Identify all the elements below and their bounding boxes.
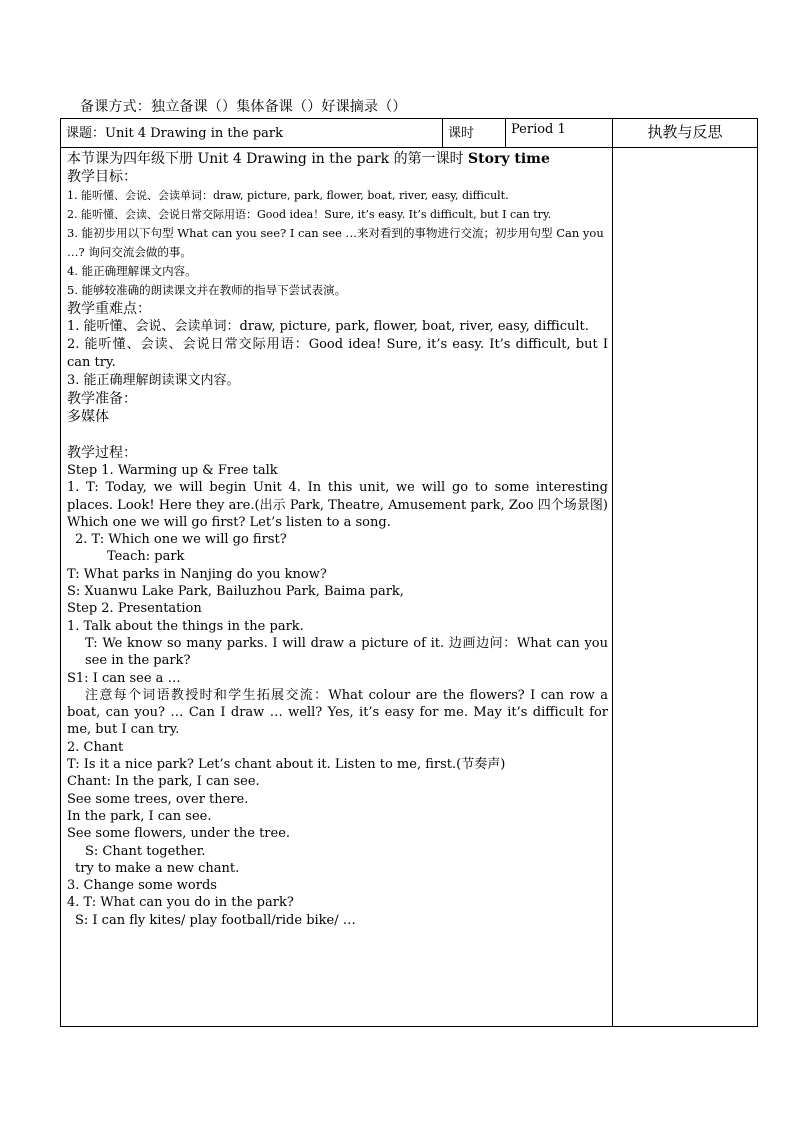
topic-cell bbox=[61, 119, 443, 148]
process-line: S: Chant together. bbox=[85, 843, 206, 859]
intro-line: 本节课为四年级下册 Unit 4 Drawing in the park 的第一课时 Story time bbox=[67, 151, 550, 167]
topic-text: 课题：Unit 4 Drawing in the park bbox=[66, 126, 283, 141]
key-point-item: 1. 能听懂、会说、会读单词：draw, picture, park, flower, boat, river, easy, difficult. bbox=[67, 319, 589, 334]
reflection-cell bbox=[613, 148, 758, 1027]
process-title: 教学过程： bbox=[67, 445, 137, 461]
process-line: In the park, I can see. bbox=[67, 808, 212, 824]
process-line: Teach: park bbox=[107, 549, 185, 565]
header-row bbox=[61, 119, 758, 148]
process-line: 注意每个词语教授时和学生拓展交流：What colour are the flowers? I can row a boat, can you? … Can I draw … well? Yes, it’s easy for me. May it’s difficult for me, but I can try. bbox=[67, 687, 608, 738]
spacer bbox=[67, 426, 608, 444]
period-label: 课时 bbox=[448, 126, 475, 141]
lesson-content-cell bbox=[61, 148, 613, 1027]
intro-bold: Story time bbox=[468, 151, 550, 167]
process-line: S1: I can see a … bbox=[67, 670, 181, 686]
process-line: T: What parks in Nanjing do you know? bbox=[67, 566, 327, 582]
key-point-item: 3. 能正确理解朗读课文内容。 bbox=[67, 373, 240, 388]
lesson-content bbox=[61, 148, 612, 929]
process-line: 3. Change some words bbox=[67, 878, 217, 894]
reflection-header: 执教与反思 bbox=[647, 123, 723, 141]
reflection-header-cell bbox=[613, 119, 758, 148]
goals-title: 教学目标： bbox=[67, 169, 137, 185]
key-point-item: 2. 能听懂、会读、会说日常交际用语：Good idea! Sure, it’s easy. It’s difficult, but I can try. bbox=[67, 337, 608, 370]
process-line: 2. Chant bbox=[67, 739, 124, 755]
process-line: 2. T: Which one we will go first? bbox=[75, 532, 287, 548]
process-line: See some flowers, under the tree. bbox=[67, 826, 291, 842]
goal-item: 3. 能初步用以下句型 What can you see? I can see …来对看到的事物进行交流；初步用句型 Can you …? 询问交流会做的事。 bbox=[67, 226, 604, 259]
preparation-item: 多媒体 bbox=[67, 409, 109, 425]
body-row bbox=[61, 148, 758, 1027]
process-line: S: Xuanwu Lake Park, Bailuzhou Park, Baima park, bbox=[67, 584, 404, 600]
period-label-cell bbox=[443, 119, 506, 148]
process-line: T: We know so many parks. I will draw a picture of it. 边画边问：What can you see in the park? bbox=[85, 635, 608, 669]
process-line: 1. Talk about the things in the park. bbox=[67, 618, 304, 634]
process-line: Chant: In the park, I can see. bbox=[67, 774, 260, 790]
goal-item: 1. 能听懂、会说、会读单词：draw, picture, park, flower, boat, river, easy, difficult. bbox=[67, 189, 509, 202]
goal-item: 2. 能听懂、会读、会说日常交际用语：Good idea！Sure, it’s easy. It’s difficult, but I can try. bbox=[67, 208, 552, 221]
preparation-title: 教学准备： bbox=[67, 391, 137, 407]
process-line: T: Is it a nice park? Let’s chant about it. Listen to me, first.(节奏声) bbox=[67, 757, 506, 773]
process-line: try to make a new chant. bbox=[75, 860, 240, 876]
period-value-cell bbox=[506, 119, 613, 148]
lesson-plan-table bbox=[60, 118, 758, 1027]
goal-item: 4. 能正确理解课文内容。 bbox=[67, 264, 197, 278]
key-points-title: 教学重难点： bbox=[67, 301, 151, 317]
preparation-mode-line: 备课方式：独立备课（）集体备课（）好课摘录（） bbox=[80, 99, 407, 115]
process-line: 1. T: Today, we will begin Unit 4. In this unit, we will go to some interesting places. Look! Here they are.(出示 Park, Theatre, Amusement park, Zoo 四个场景图) Which one we will go first? Let’s listen to a song. bbox=[67, 480, 608, 530]
process-line: S: I can fly kites/ play football/ride bike/ … bbox=[75, 912, 356, 928]
process-line: See some trees, over there. bbox=[67, 791, 249, 807]
process-line: Step 1. Warming up & Free talk bbox=[67, 463, 278, 478]
process-line: 4. T: What can you do in the park? bbox=[67, 895, 294, 911]
period-value: Period 1 bbox=[511, 122, 566, 137]
goal-item: 5. 能够较准确的朗读课文并在教师的指导下尝试表演。 bbox=[67, 283, 347, 297]
process-line: Step 2. Presentation bbox=[67, 601, 202, 617]
